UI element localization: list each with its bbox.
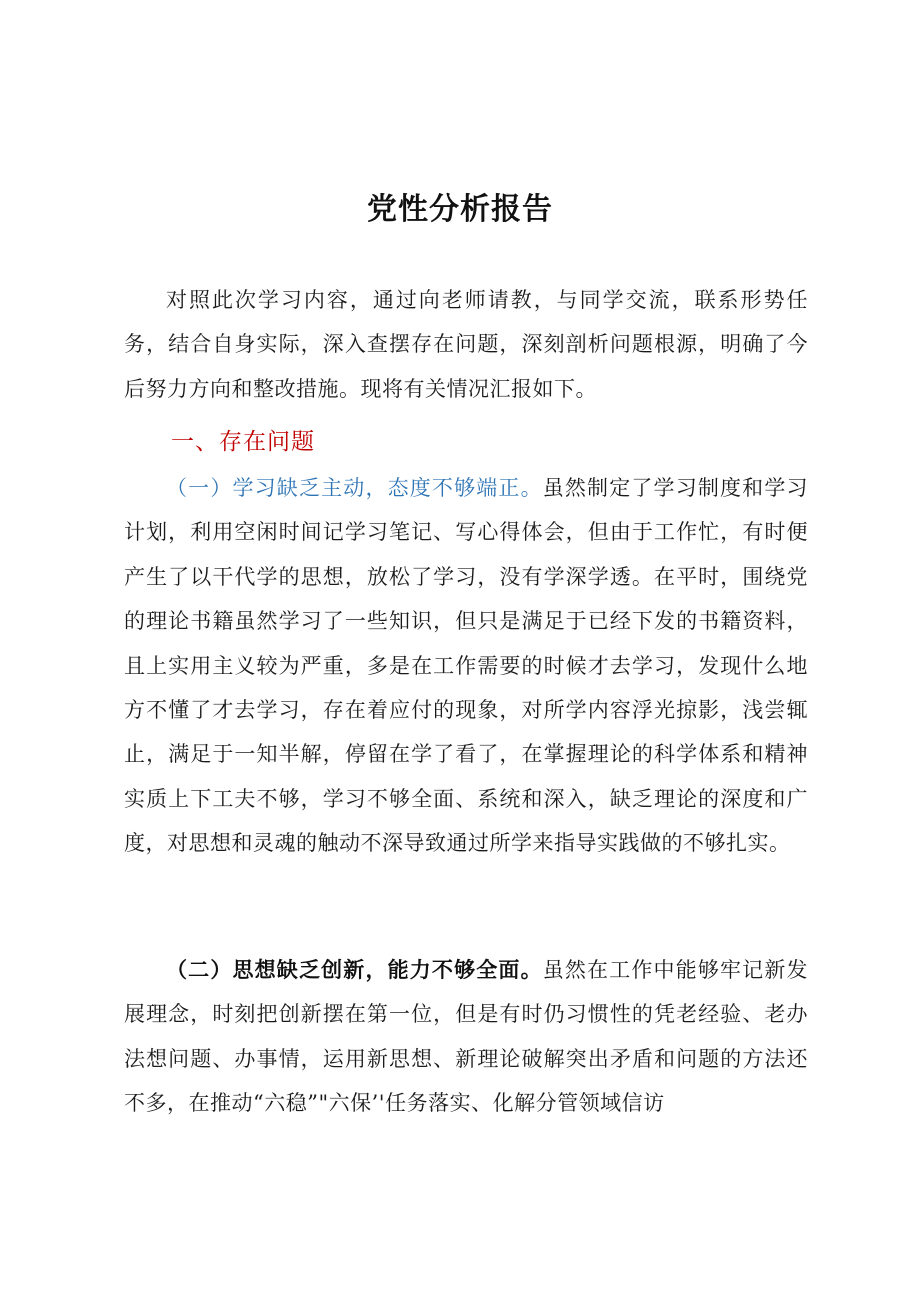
item2-paragraph — [124, 948, 808, 1126]
item1-paragraph — [124, 466, 808, 866]
section-heading-problems: 一、存在问题 — [171, 429, 315, 455]
section1-item2-block — [124, 948, 808, 1126]
intro-paragraph: 对照此次学习内容，通过向老师请教，与同学交流，联系形势任务，结合自身实际，深入查摆存在问题，深刻剖析问题根源，明确了今后努力方向和整改措施。现将有关情况汇报如下。 — [124, 288, 808, 401]
item2-subheading: （二）思想缺乏创新，能力不够全面。 — [166, 958, 543, 982]
intro-block — [124, 278, 808, 411]
section1-item1-block — [124, 466, 808, 866]
item1-text: 虽然制定了学习制度和学习计划，利用空闲时间记学习笔记、写心得体会，但由于工作忙，有时便产生了以干代学的思想，放松了学习，没有学深学透。在平时，围绕党的理论书籍虽然学习了一些知识，但只是满足于已经下发的书籍资料，且上实用主义较为严重，多是在工作需要的时候才去学习，发现什么地方不懂了才去学习，存在着应付的现象，对所学内容浮光掠影，浅尝辄止，满足于一知半解，停留在学了看了，在掌握理论的科学体系和精神实质上下工夫不够，学习不够全面、系统和深入，缺乏理论的深度和广度，对思想和灵魂的触动不深导致通过所学来指导实践做的不够扎实。 — [124, 476, 809, 856]
item1-subheading: （一）学习缺乏主动，态度不够端正。 — [166, 476, 543, 500]
item2-text: 虽然在工作中能够牢记新发展理念，时刻把创新摆在第一位，但是有时仍习惯性的凭老经验、老办法想问题、办事情，运用新思想、新理论破解突出矛盾和问题的方法还不多，在推动“六稳”"六保’'任务落实、化解分管领域信访 — [124, 958, 809, 1116]
document-title: 党性分析报告 — [367, 192, 553, 227]
